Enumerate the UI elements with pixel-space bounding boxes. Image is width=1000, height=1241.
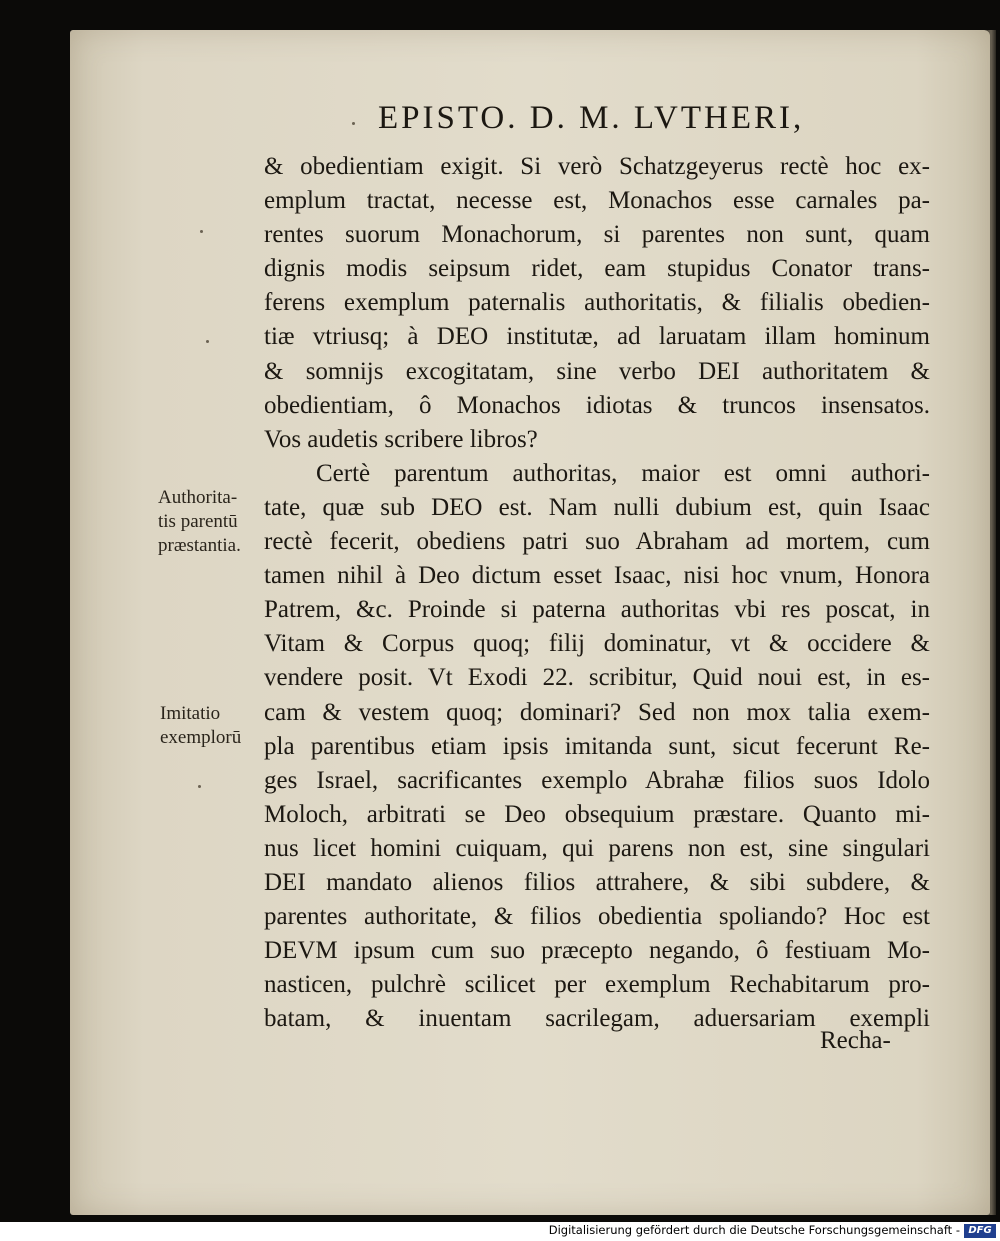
text-line: Vitam & Corpus quoq; filij dominatur, vt & occidere & bbox=[264, 630, 930, 658]
text-line: dignis modis seipsum ridet, eam stupidus Conator trans- bbox=[264, 255, 930, 283]
text-line: ferens exemplum paternalis authoritatis, & filialis obedien- bbox=[264, 289, 930, 317]
funding-credit: Digitalisierung gefördert durch die Deutsche Forschungsgemeinschaft - bbox=[548, 1223, 960, 1237]
text-line: tiæ vtriusq; à DEO institutæ, ad laruatam illam hominum bbox=[264, 323, 930, 351]
marginal-note-authority bbox=[158, 486, 241, 558]
paper-speck bbox=[198, 785, 201, 788]
marginal-note-imitation bbox=[160, 702, 241, 750]
text-line: DEVM ipsum cum suo præcepto negando, ô festiuam Mo- bbox=[264, 937, 930, 965]
text-line: Vos audetis scribere libros? bbox=[264, 425, 538, 453]
text-line: Patrem, &c. Proinde si paterna authoritas vbi res poscat, in bbox=[264, 596, 930, 624]
marginal-line: præstantia. bbox=[158, 535, 241, 556]
footer-bar bbox=[0, 1222, 1000, 1241]
paper-speck bbox=[206, 340, 209, 343]
text-line: emplum tractat, necesse est, Monachos esse carnales pa- bbox=[264, 187, 930, 215]
marginal-line: Imitatio bbox=[160, 703, 221, 724]
text-line: & obedientiam exigit. Si verò Schatzgeyerus rectè hoc ex- bbox=[264, 153, 930, 180]
marginal-line: exemplorū bbox=[160, 727, 242, 748]
text-line: obedientiam, ô Monachos idiotas & truncos insensatos. bbox=[264, 391, 930, 419]
text-line: rentes suorum Monachorum, si parentes non sunt, quam bbox=[264, 221, 930, 249]
text-line: nasticen, pulchrè scilicet per exemplum Rechabitarum pro- bbox=[264, 971, 930, 999]
text-line: batam, & inuentam sacrilegam, aduersariam exempli bbox=[264, 1005, 930, 1033]
text-line: parentes authoritate, & filios obedientia spoliando? Hoc est bbox=[264, 903, 930, 931]
marginal-line: Authorita- bbox=[158, 487, 238, 508]
text-line: Moloch, arbitrati se Deo obsequium præstare. Quanto mi- bbox=[264, 800, 930, 828]
paper-speck bbox=[352, 122, 355, 125]
text-line: & somnijs excogitatam, sine verbo DEI authoritatem & bbox=[264, 357, 930, 385]
text-line: pla parentibus etiam ipsis imitanda sunt, sicut fecerunt Re- bbox=[264, 732, 930, 760]
text-line: nus licet homini cuiquam, qui parens non est, sine singulari bbox=[264, 834, 930, 862]
text-line: tate, quæ sub DEO est. Nam nulli dubium est, quin Isaac bbox=[264, 493, 930, 521]
catchword: Recha- bbox=[820, 1027, 891, 1054]
text-line: cam & vestem quoq; dominari? Sed non mox talia exem- bbox=[264, 698, 930, 726]
marginal-line: tis parentū bbox=[158, 511, 238, 532]
text-line: vendere posit. Vt Exodi 22. scribitur, Quid noui est, in es- bbox=[264, 664, 930, 692]
text-line: tamen nihil à Deo dictum esset Isaac, nisi hoc vnum, Honora bbox=[264, 562, 930, 590]
running-head: EPISTO. D. M. LVTHERI, bbox=[378, 100, 805, 136]
text-line: rectè fecerit, obediens patri suo Abraham ad mortem, cum bbox=[264, 528, 930, 556]
text-line: Certè parentum authoritas, maior est omni authori- bbox=[316, 459, 930, 487]
body-text bbox=[264, 150, 930, 1036]
paper-speck bbox=[200, 230, 203, 233]
text-line: ges Israel, sacrificantes exemplo Abrahæ filios suos Idolo bbox=[264, 766, 930, 794]
dfg-logo: DFG bbox=[964, 1224, 996, 1238]
text-line: DEI mandato alienos filios attrahere, & sibi subdere, & bbox=[264, 868, 930, 896]
